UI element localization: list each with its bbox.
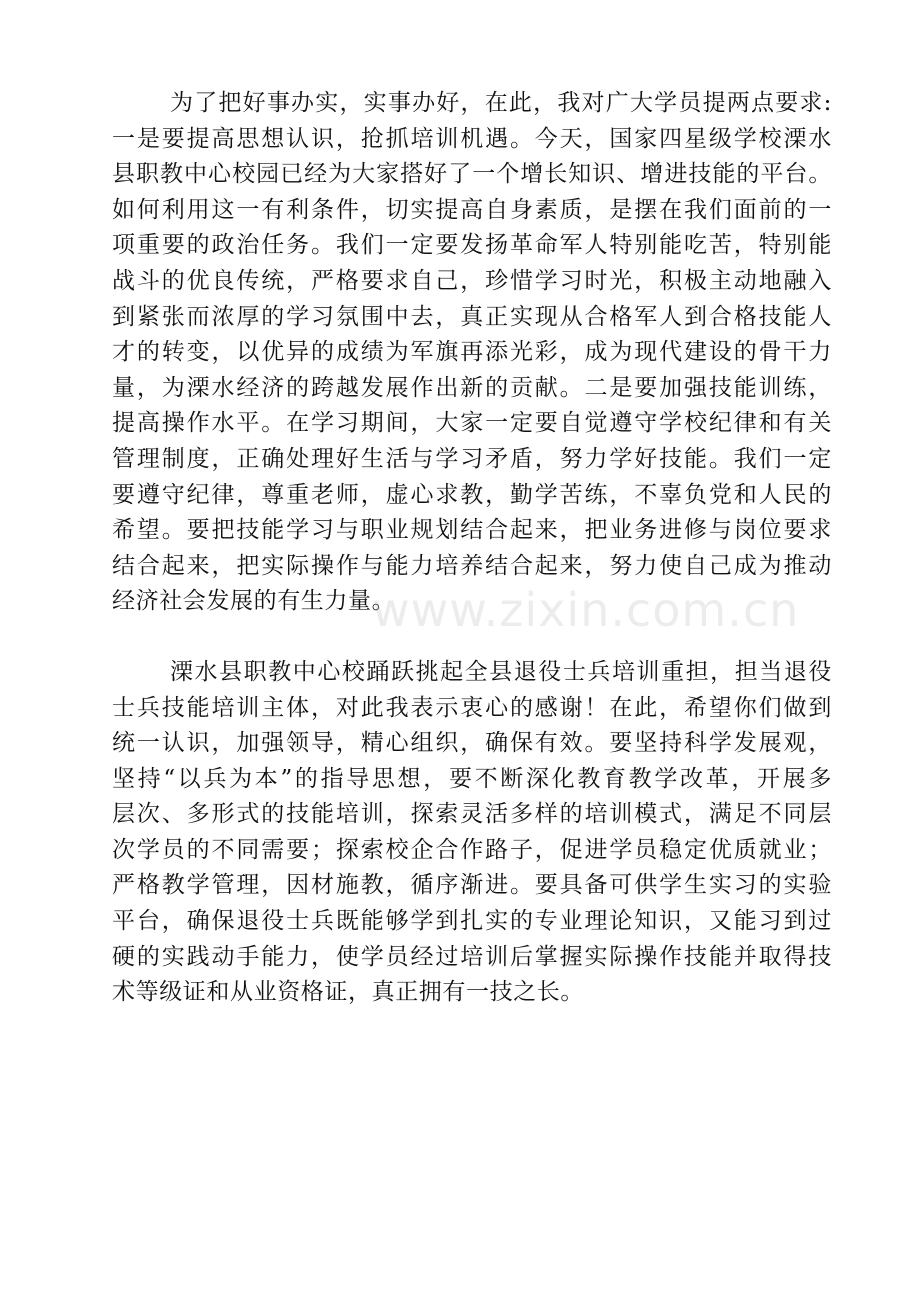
text-line: 一是要提高思想认识，抢抓培训机遇。今天，国家四星级学校溧水 — [112, 125, 832, 152]
text-line: 希望。要把技能学习与职业规划结合起来，把业务进修与岗位要求 — [112, 517, 832, 544]
text-line: 溧水县职教中心校踊跃挑起全县退役士兵培训重担，担当退役 — [170, 658, 832, 685]
text-line: 战斗的优良传统，严格要求自己，珍惜学习时光，积极主动地融入 — [112, 267, 832, 294]
text-line: 统一认识，加强领导，精心组织，确保有效。要坚持科学发展观， — [112, 730, 832, 757]
text-line: 要遵守纪律，尊重老师，虚心求教，勤学苦练，不辜负党和人民的 — [112, 481, 832, 508]
text-line: 士兵技能培训主体，对此我表示衷心的感谢！在此，希望你们做到 — [112, 694, 832, 721]
text-line: 坚持“以兵为本”的指导思想，要不断深化教育教学改革，开展多 — [112, 765, 832, 792]
text-line: 严格教学管理，因材施教，循序渐进。要具备可供学生实习的实验 — [112, 872, 832, 899]
text-line: 到紧张而浓厚的学习氛围中去，真正实现从合格军人到合格技能人 — [112, 303, 832, 330]
text-line: 如何利用这一有利条件，切实提高自身素质，是摆在我们面前的一 — [112, 196, 832, 223]
document-body — [112, 86, 832, 1011]
text-line: 项重要的政治任务。我们一定要发扬革命军人特别能吃苦，特别能 — [112, 232, 832, 259]
text-line: 为了把好事办实，实事办好，在此，我对广大学员提两点要求: — [170, 90, 832, 116]
text-line: 术等级证和从业资格证，真正拥有一技之长。 — [112, 979, 584, 1006]
text-line: 量，为溧水经济的跨越发展作出新的贡献。二是要加强技能训练， — [112, 374, 832, 401]
paragraph-gap — [112, 620, 832, 655]
text-line: 平台，确保退役士兵既能够学到扎实的专业理论知识，又能习到过 — [112, 908, 832, 935]
text-line: 管理制度，正确处理好生活与学习矛盾，努力学好技能。我们一定 — [112, 445, 832, 472]
paragraph-1 — [112, 86, 832, 620]
text-line: 提高操作水平。在学习期间，大家一定要自觉遵守学校纪律和有关 — [112, 410, 832, 437]
text-line: 硬的实践动手能力，使学员经过培训后掌握实际操作技能并取得技 — [112, 943, 832, 970]
text-line: 才的转变，以优异的成绩为军旗再添光彩，成为现代建设的骨干力 — [112, 339, 832, 366]
paragraph-2 — [112, 655, 832, 1011]
text-line: 经济社会发展的有生力量。 — [112, 588, 396, 615]
text-line: 层次、多形式的技能培训，探索灵活多样的培训模式，满足不同层 — [112, 801, 832, 828]
text-line: 结合起来，把实际操作与能力培养结合起来，努力使自己成为推动 — [112, 552, 832, 579]
text-line: 县职教中心校园已经为大家搭好了一个增长知识、增进技能的平台。 — [112, 161, 832, 188]
watermark-text: www.zixin.com.cn — [372, 583, 800, 637]
text-line: 次学员的不同需要；探索校企合作路子，促进学员稳定优质就业； — [112, 836, 832, 863]
